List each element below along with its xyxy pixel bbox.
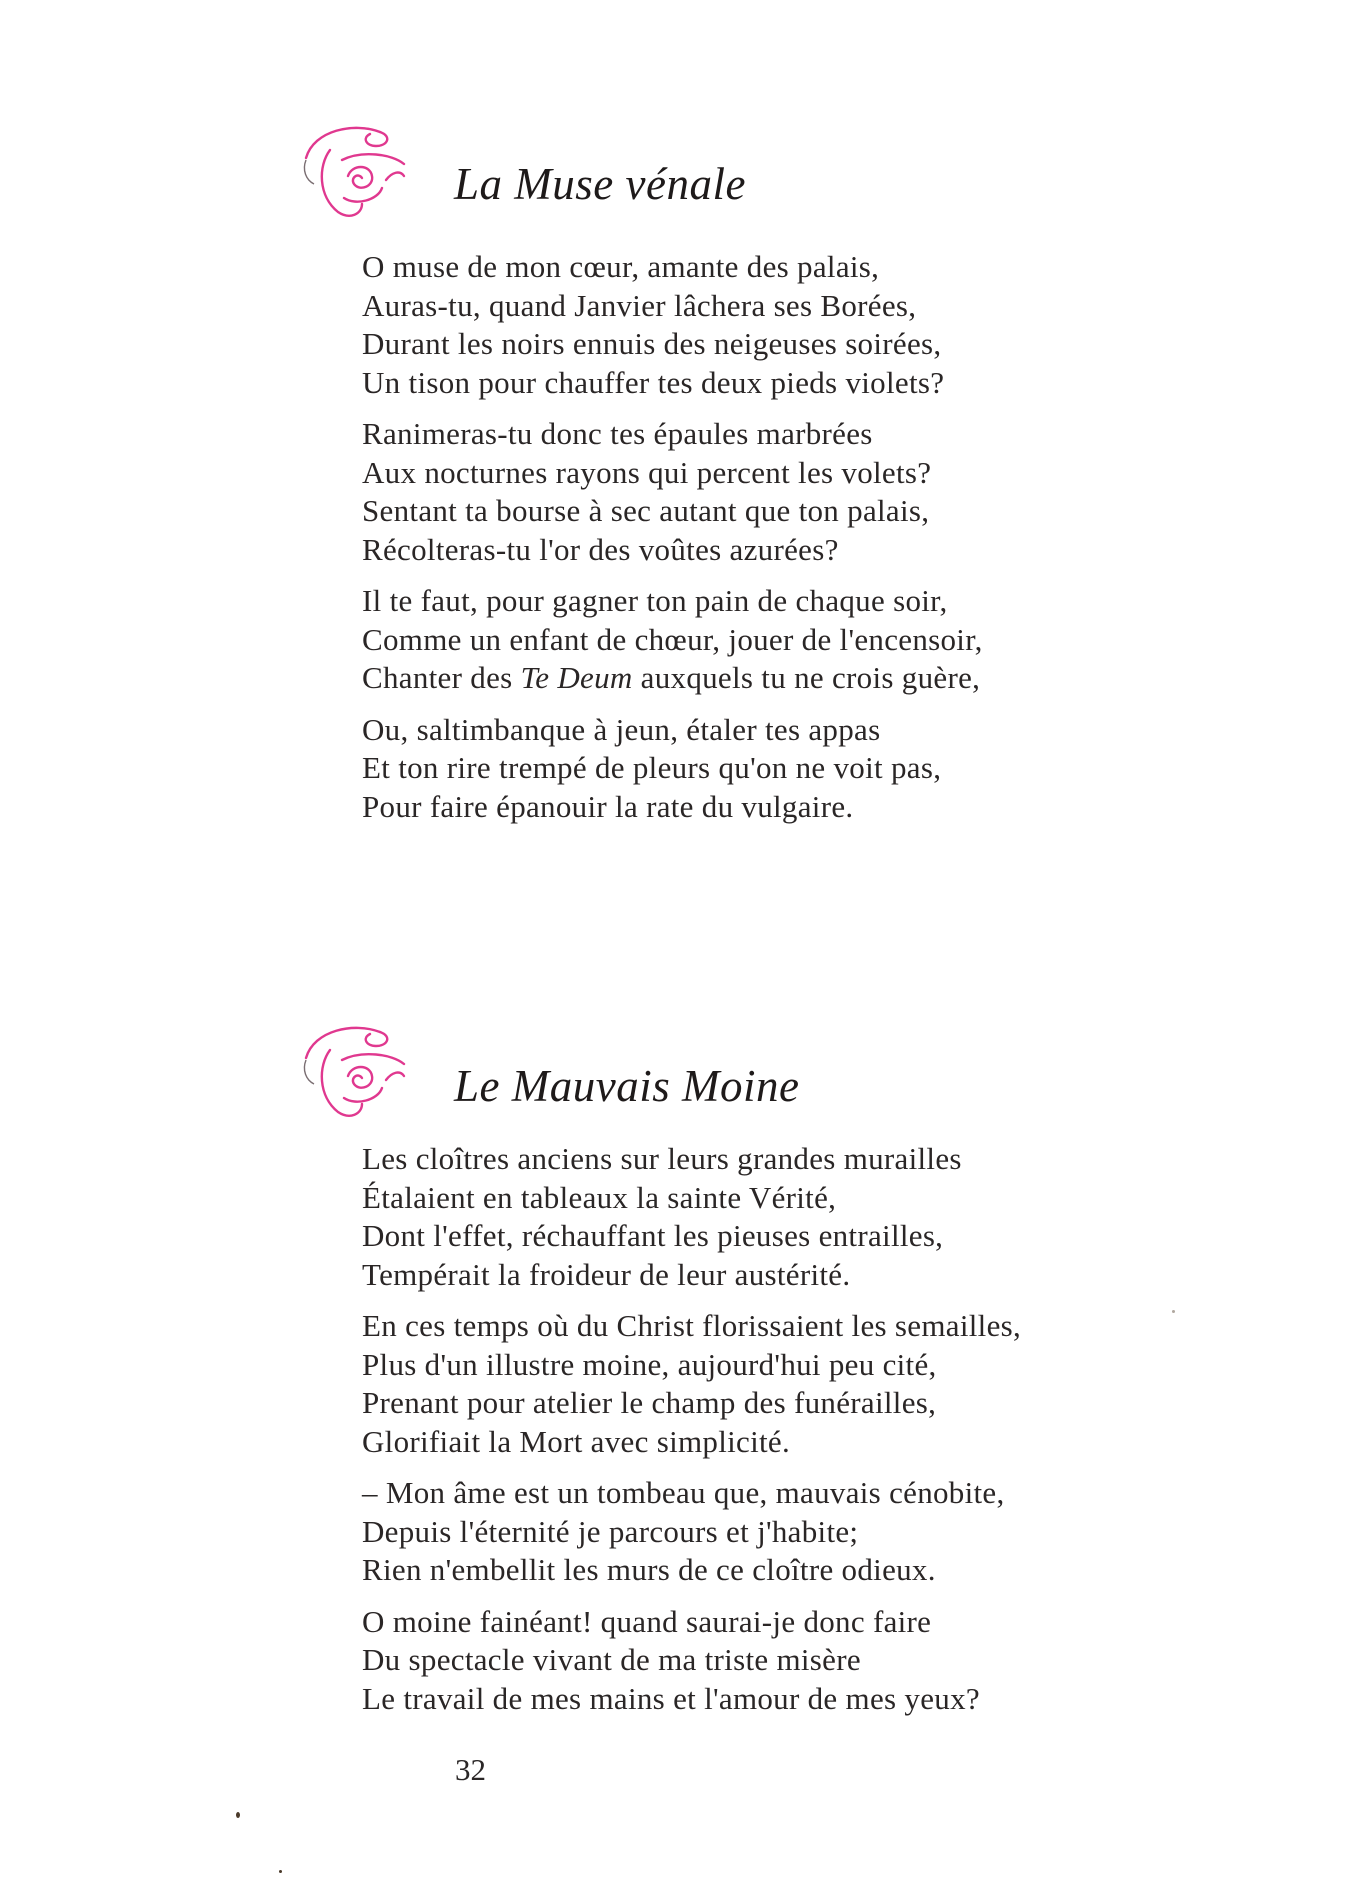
poem-title: La Muse vénale xyxy=(454,159,746,209)
verse-line: Récolteras-tu l'or des voûtes azurées? xyxy=(362,531,839,567)
verse-line: Étalaient en tableaux la sainte Vérité, xyxy=(362,1179,837,1215)
verse-line: O muse de mon cœur, amante des palais, xyxy=(362,249,880,284)
print-speck xyxy=(1172,1310,1175,1313)
poem-title: Le Mauvais Moine xyxy=(454,1061,800,1111)
stanza xyxy=(362,1140,1021,1294)
pink-flourish-initial-icon xyxy=(300,1020,418,1130)
verse-line: O moine fainéant! quand saurai-je donc faire xyxy=(362,1603,932,1639)
verse-line: Ou, saltimbanque à jeun, étaler tes appas xyxy=(362,711,881,747)
verse-line: Ranimeras-tu donc tes épaules marbrées xyxy=(362,416,873,451)
verse-text: auxquels tu ne crois guère, xyxy=(632,660,981,695)
verse-line: Pour faire épanouir la rate du vulgaire. xyxy=(362,788,854,824)
verse-line: Sentant ta bourse à sec autant que ton palais, xyxy=(362,493,930,528)
verse-line: Aux nocturnes rayons qui percent les volets? xyxy=(362,454,932,490)
print-speck xyxy=(236,1812,240,1818)
verse-line: Les cloîtres anciens sur leurs grandes murailles xyxy=(362,1141,962,1176)
page-number: 32 xyxy=(455,1752,486,1787)
stanza xyxy=(362,1307,1021,1461)
verse-line: Comme un enfant de chœur, jouer de l'encensoir, xyxy=(362,621,983,657)
verse-line: Du spectacle vivant de ma triste misère xyxy=(362,1642,861,1677)
print-speck xyxy=(279,1870,282,1873)
stanza xyxy=(362,248,983,402)
verse-line: Tempérait la froideur de leur austérité. xyxy=(362,1256,851,1292)
verse-line: Plus d'un illustre moine, aujourd'hui peu cité, xyxy=(362,1346,937,1382)
verse-line-te-deum xyxy=(362,659,983,698)
verse-line: Durant les noirs ennuis des neigeuses soirées, xyxy=(362,326,942,361)
verse-line: Il te faut, pour gagner ton pain de chaque soir, xyxy=(362,583,948,618)
verse-line: – Mon âme est un tombeau que, mauvais cénobite, xyxy=(362,1475,1005,1510)
verse-line: En ces temps où du Christ florissaient les semailles, xyxy=(362,1308,1022,1343)
verse-line: Dont l'effet, réchauffant les pieuses entrailles, xyxy=(362,1218,944,1253)
verse-line: Et ton rire trempé de pleurs qu'on ne voit pas, xyxy=(362,750,942,785)
stanza xyxy=(362,582,983,698)
verse-line: Glorifiait la Mort avec simplicité. xyxy=(362,1423,791,1459)
verse-text: Chanter des xyxy=(362,660,521,695)
verse-line: Le travail de mes mains et l'amour de mes yeux? xyxy=(362,1680,980,1716)
verse-line: Rien n'embellit les murs de ce cloître odieux. xyxy=(362,1552,936,1587)
poem-body xyxy=(362,248,983,839)
stanza xyxy=(362,1603,1021,1719)
pink-flourish-initial-icon xyxy=(300,120,418,230)
stanza xyxy=(362,415,983,569)
stanza xyxy=(362,1474,1021,1590)
stanza xyxy=(362,711,983,827)
verse-line: Un tison pour chauffer tes deux pieds violets? xyxy=(362,364,945,400)
verse-italic-text: Te Deum xyxy=(520,660,633,695)
verse-line: Auras-tu, quand Janvier lâchera ses Borées, xyxy=(362,287,917,323)
verse-line: Depuis l'éternité je parcours et j'habite; xyxy=(362,1513,859,1549)
verse-line: Prenant pour atelier le champ des funérailles, xyxy=(362,1385,937,1420)
poem-body xyxy=(362,1140,1021,1731)
